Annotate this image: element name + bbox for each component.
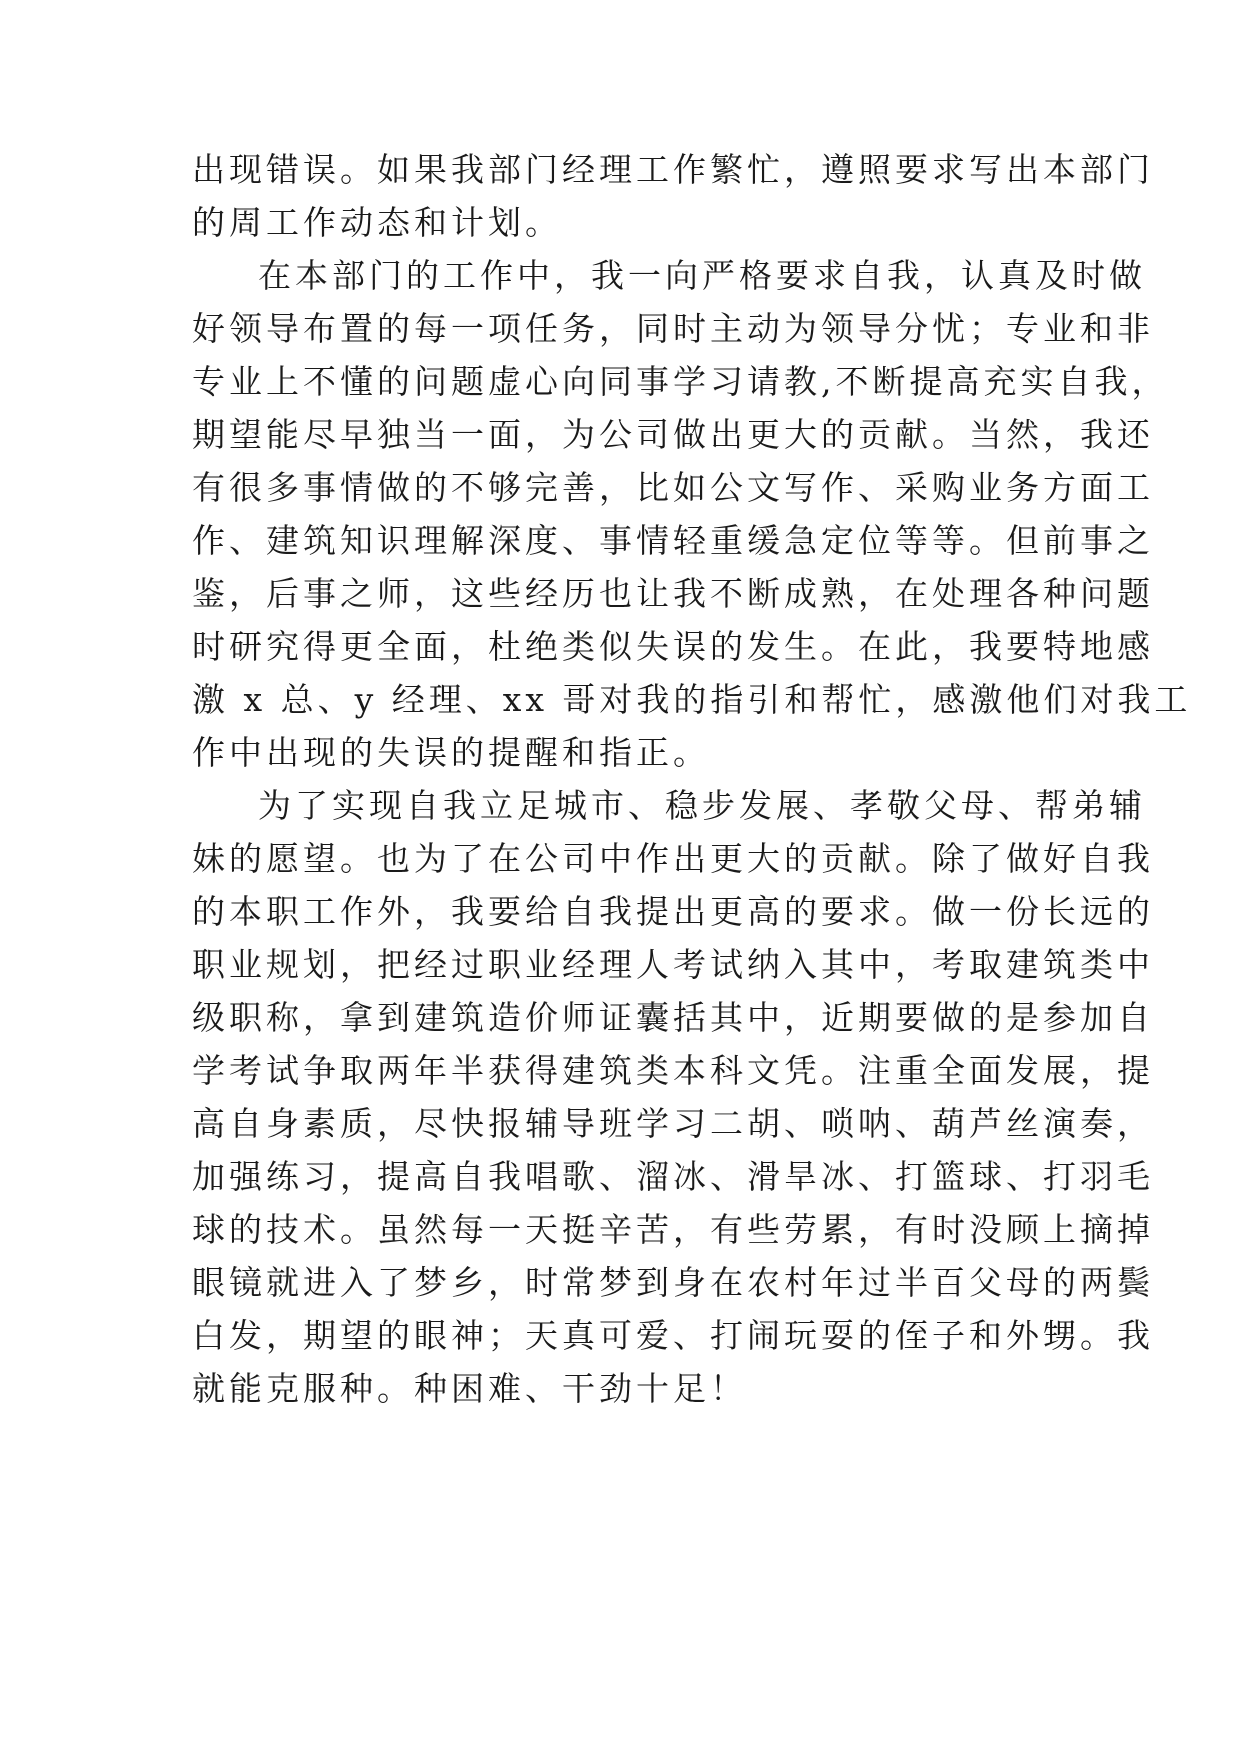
text-line: 就能克服种。种困难、干劲十足！ <box>192 1369 747 1408</box>
text-line: 学考试争取两年半获得建筑类本科文凭。注重全面发展，提 <box>192 1051 1154 1090</box>
text-line: 有很多事情做的不够完善，比如公文写作、采购业务方面工 <box>192 468 1154 507</box>
text-line: 专业上不懂的问题虚心向同事学习请教,不断提高充实自我， <box>192 362 1169 401</box>
text-line: 时研究得更全面，杜绝类似失误的发生。在此，我要特地感 <box>192 627 1154 666</box>
text-line: 在本部门的工作中，我一向严格要求自我，认真及时做 <box>258 256 1146 295</box>
text-line: 好领导布置的每一项任务，同时主动为领导分忧；专业和非 <box>192 309 1154 348</box>
text-line: 的周工作动态和计划。 <box>192 203 562 242</box>
text-line: 职业规划，把经过职业经理人考试纳入其中，考取建筑类中 <box>192 945 1154 984</box>
text-line: 眼镜就进入了梦乡，时常梦到身在农村年过半百父母的两鬓 <box>192 1263 1154 1302</box>
text-line: 期望能尽早独当一面，为公司做出更大的贡献。当然，我还 <box>192 415 1154 454</box>
text-line: 激 x 总、y 经理、xx 哥对我的指引和帮忙，感激他们对我工 <box>192 680 1192 719</box>
text-line: 作中出现的失误的提醒和指正。 <box>192 733 710 772</box>
text-line: 出现错误。如果我部门经理工作繁忙，遵照要求写出本部门 <box>192 150 1154 189</box>
text-line: 高自身素质，尽快报辅导班学习二胡、唢呐、葫芦丝演奏， <box>192 1104 1154 1143</box>
text-line: 球的技术。虽然每一天挺辛苦，有些劳累，有时没顾上摘掉 <box>192 1210 1154 1249</box>
text-line: 作、建筑知识理解深度、事情轻重缓急定位等等。但前事之 <box>192 521 1154 560</box>
text-line: 的本职工作外，我要给自我提出更高的要求。做一份长远的 <box>192 892 1154 931</box>
text-line: 为了实现自我立足城市、稳步发展、孝敬父母、帮弟辅 <box>258 786 1146 825</box>
text-line: 妹的愿望。也为了在公司中作出更大的贡献。除了做好自我 <box>192 839 1154 878</box>
text-line: 级职称，拿到建筑造价师证囊括其中，近期要做的是参加自 <box>192 998 1154 1037</box>
text-line: 加强练习，提高自我唱歌、溜冰、滑旱冰、打篮球、打羽毛 <box>192 1157 1154 1196</box>
text-line: 鉴，后事之师，这些经历也让我不断成熟，在处理各种问题 <box>192 574 1154 613</box>
text-line: 白发，期望的眼神；天真可爱、打闹玩耍的侄子和外甥。我 <box>192 1316 1154 1355</box>
